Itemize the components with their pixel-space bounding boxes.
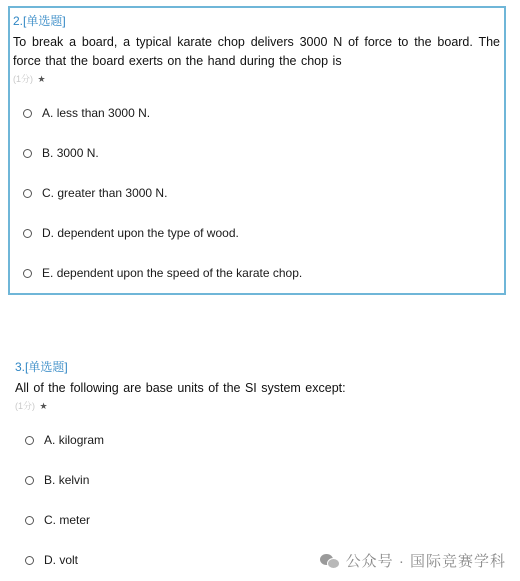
option-a[interactable] bbox=[15, 420, 500, 460]
radio-button[interactable] bbox=[23, 189, 32, 198]
radio-button[interactable] bbox=[25, 516, 34, 525]
question-meta bbox=[13, 72, 500, 86]
radio-button[interactable] bbox=[25, 476, 34, 485]
option-label: A. less than 3000 N. bbox=[42, 106, 151, 120]
radio-button[interactable] bbox=[23, 229, 32, 238]
radio-button[interactable] bbox=[23, 109, 32, 118]
radio-button[interactable] bbox=[23, 269, 32, 278]
option-e[interactable] bbox=[13, 253, 500, 293]
option-label: B. 3000 N. bbox=[42, 146, 99, 160]
star-icon[interactable]: ★ bbox=[37, 74, 46, 84]
question-type: [单选题] bbox=[23, 14, 66, 28]
option-label: C. meter bbox=[44, 513, 91, 527]
question-meta bbox=[15, 399, 500, 413]
option-label: C. greater than 3000 N. bbox=[42, 186, 168, 200]
wechat-icon bbox=[320, 553, 340, 569]
option-label: D. volt bbox=[44, 553, 79, 567]
option-label: A. kilogram bbox=[44, 433, 105, 447]
option-label: B. kelvin bbox=[44, 473, 90, 487]
option-b[interactable] bbox=[15, 460, 500, 500]
option-c[interactable] bbox=[15, 500, 500, 540]
question-text: To break a board, a typical karate chop delivers 3000 N of force to the board. The force that the board exerts on the hand during the chop is bbox=[13, 35, 500, 68]
star-icon[interactable]: ★ bbox=[39, 401, 48, 411]
watermark bbox=[320, 550, 506, 571]
question-type: [单选题] bbox=[25, 360, 68, 374]
option-label: E. dependent upon the speed of the karate chop. bbox=[42, 266, 303, 280]
question-card-3 bbox=[8, 356, 506, 581]
question-card-2 bbox=[8, 6, 506, 295]
radio-button[interactable] bbox=[23, 149, 32, 158]
radio-button[interactable] bbox=[25, 436, 34, 445]
question-number: 2. bbox=[13, 14, 24, 28]
question-text: All of the following are base units of the SI system except: bbox=[15, 381, 346, 395]
option-label: D. dependent upon the type of wood. bbox=[42, 226, 239, 240]
option-list bbox=[13, 93, 500, 293]
option-c[interactable] bbox=[13, 173, 500, 213]
question-header bbox=[15, 358, 500, 378]
question-score: (1分) bbox=[13, 74, 33, 84]
option-a[interactable] bbox=[13, 93, 500, 133]
option-d[interactable] bbox=[13, 213, 500, 253]
radio-button[interactable] bbox=[25, 556, 34, 565]
question-header bbox=[13, 12, 500, 32]
watermark-text: 公众号 · 国际竞赛学科 bbox=[345, 553, 506, 570]
question-score: (1分) bbox=[15, 401, 35, 411]
option-b[interactable] bbox=[13, 133, 500, 173]
question-number: 3. bbox=[15, 360, 26, 374]
